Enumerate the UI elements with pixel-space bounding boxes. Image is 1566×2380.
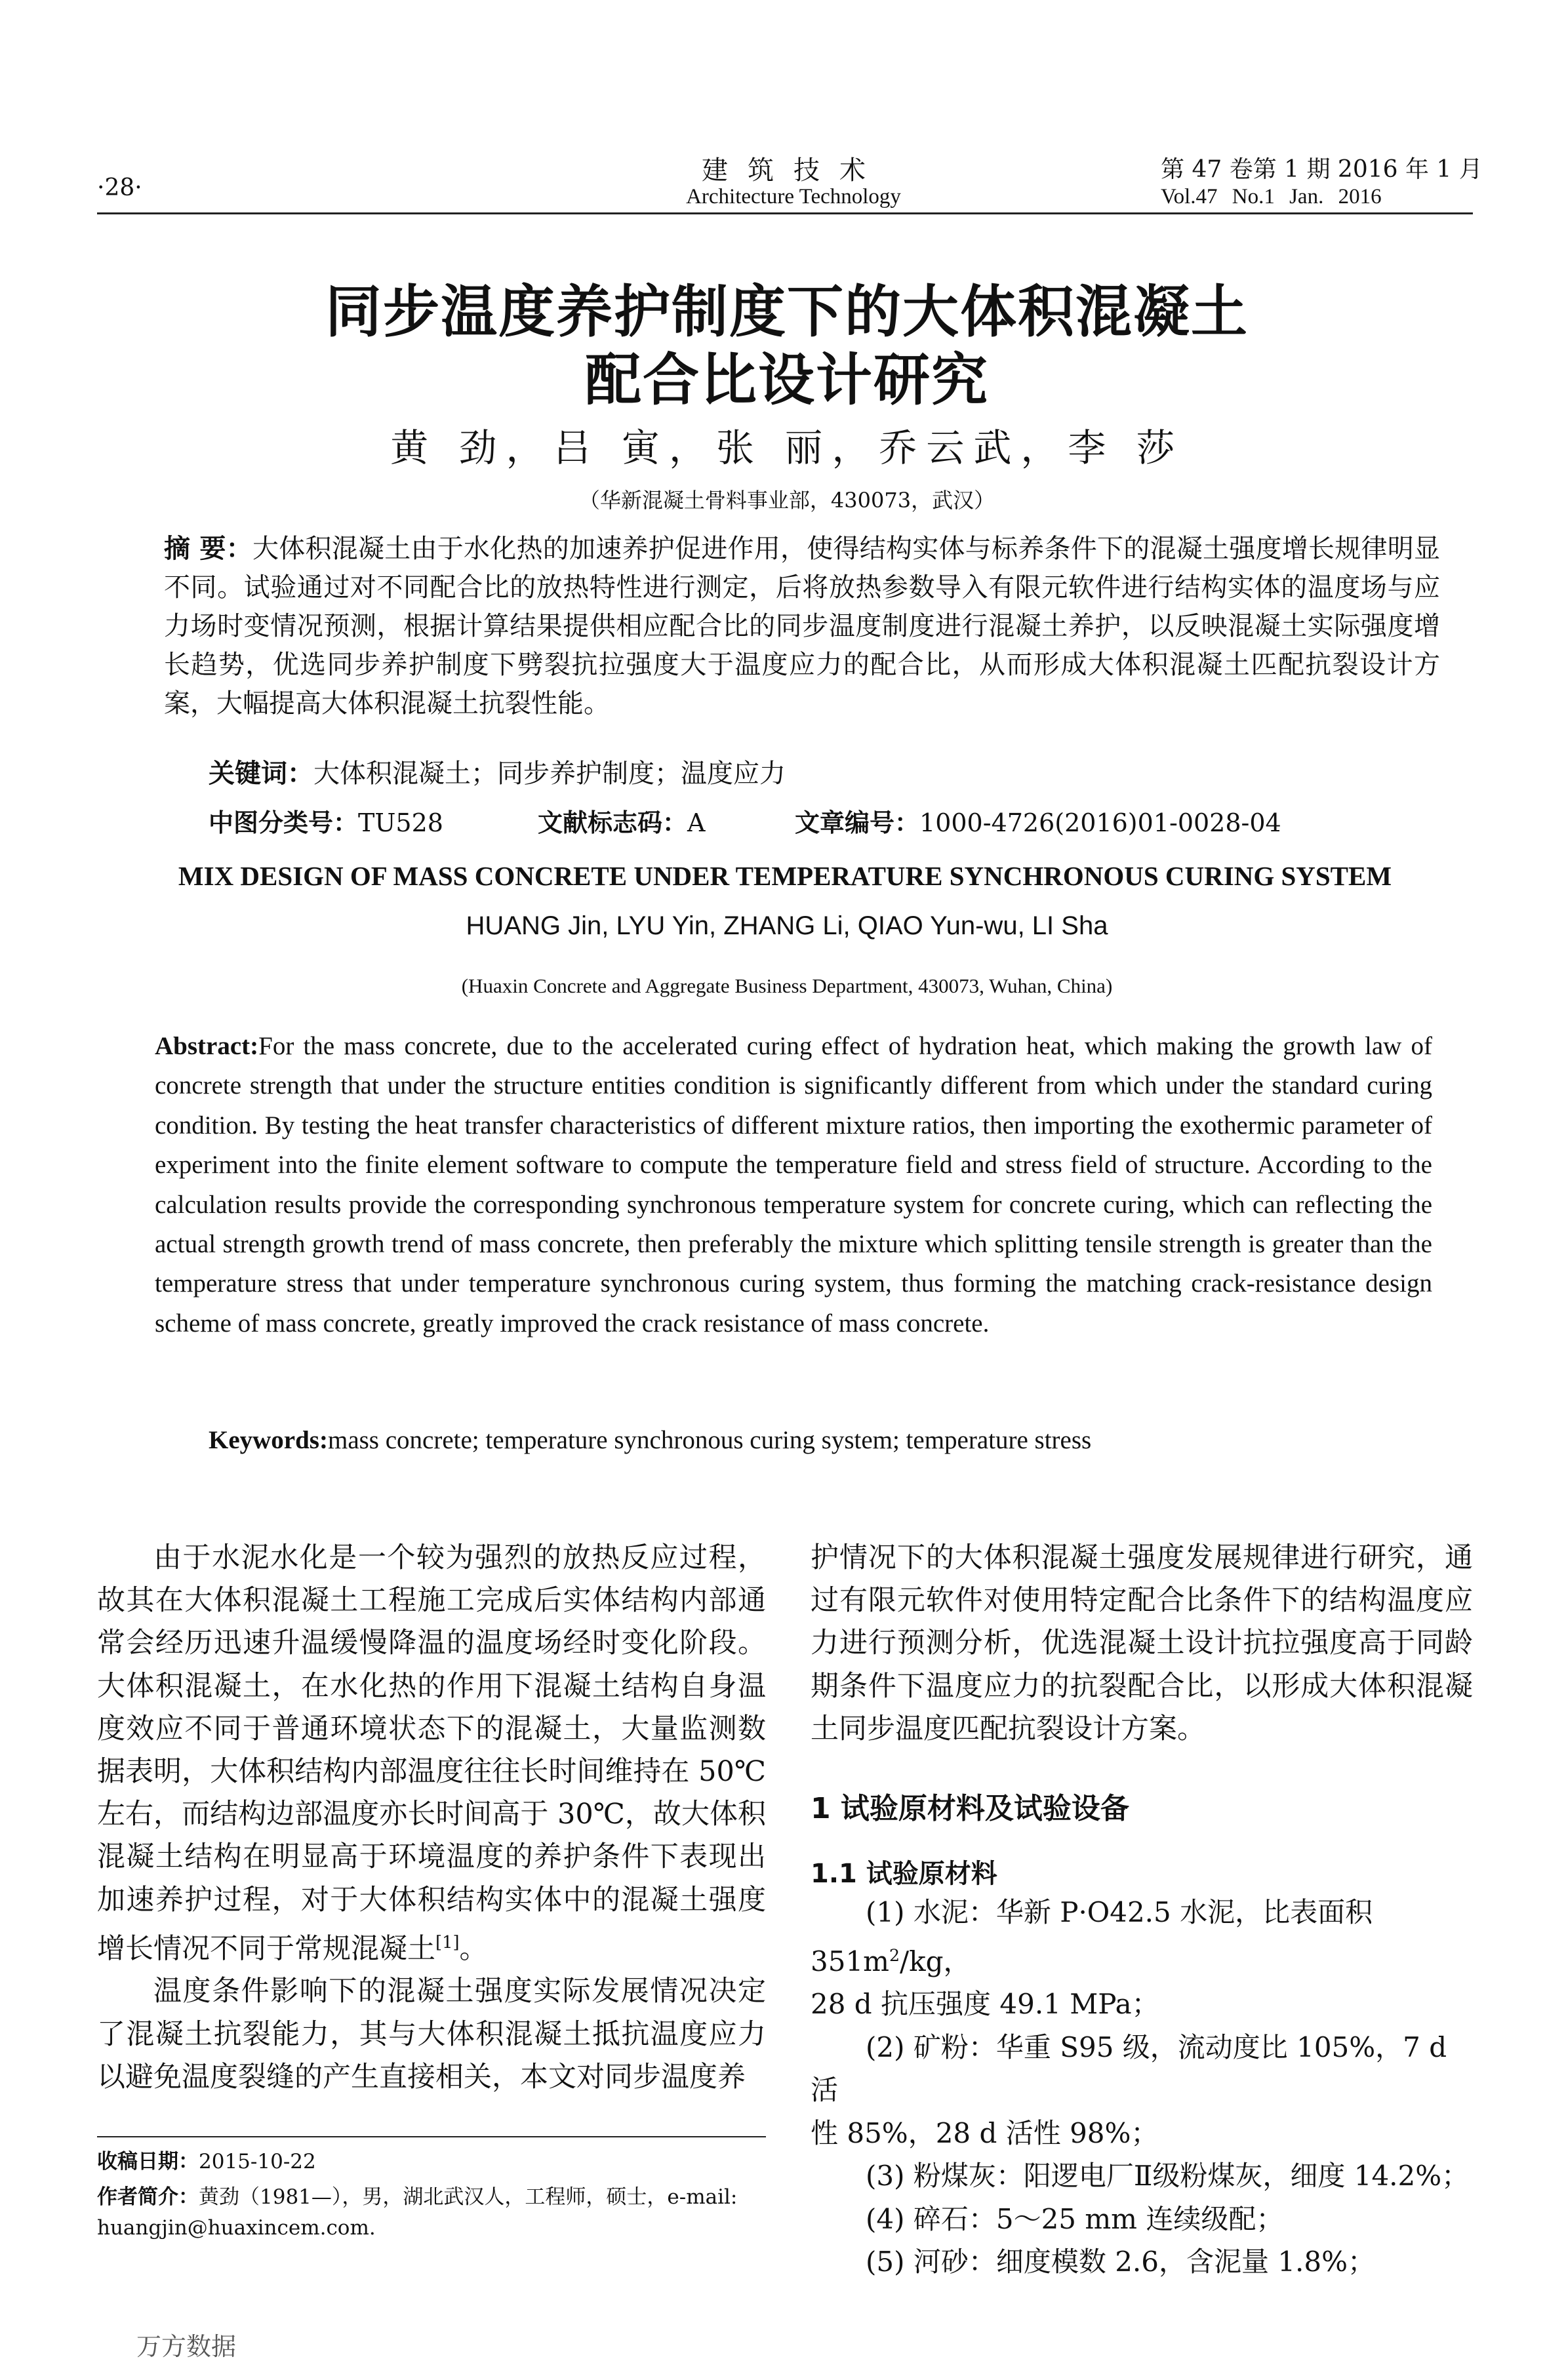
abstract-en-label: Abstract: [155, 1032, 259, 1060]
subsection-heading: 1.1 试验原材料 [811, 1859, 997, 1889]
material-item [811, 1891, 1473, 1983]
abstract-cn-text: 大体积混凝土由于水化热的加速养护促进作用，使得结构实体与标养条件下的混凝土强度增长规律明显不同。试验通过对不同配合比的放热特性进行测定，后将放热参数导入有限元软件进行结构实体的温度场与应力场时变情况预测，根据计算结果提供相应配合比的同步温度制度进行混凝土养护，以反映混凝土实际强度增长趋势，优选同步养护制度下劈裂抗拉强度大于温度应力的配合比，从而形成大体积混凝土匹配抗裂设计方案，大幅提高大体积混凝土抗裂性能。 [164, 534, 1440, 719]
abstract-cn [164, 530, 1440, 723]
article-number [795, 803, 1281, 839]
author-bio-text: 黄劲（1981—），男，湖北武汉人，工程师，硕士，e-mail: huangjin@huaxincem.com. [97, 2185, 738, 2240]
body-text: 由于水泥水化是一个较为强烈的放热反应过程，故其在大体积混凝土工程施工完成后实体结构内部通常会经历迅速升温缓慢降温的温度场经时变化阶段。大体积混凝土，在水化热的作用下混凝土结构自身温度效应不同于普通环境状态下的混凝土，大量监测数据表明，大体积结构内部温度往往长时间维持在 50℃左右，而结构边部温度亦长时间高于 30℃，故大体积混凝土结构在明显高于环境温度的养护条件下表现出加速养护过程，对于大体积结构实体中的混凝土强度增长情况不同于常规混凝土 [97, 1541, 766, 1966]
material-item: (3) 粉煤灰：阳逻电厂Ⅱ级粉煤灰，细度 14.2%； [866, 2160, 1470, 2192]
footnote-rule [97, 2136, 766, 2137]
received-label: 收稿日期： [97, 2150, 199, 2173]
clc-label: 中图分类号： [209, 808, 359, 837]
citation-ref: [1] [435, 1932, 460, 1953]
header-rule [97, 212, 1473, 214]
abstract-en-text: For the mass concrete, due to the accelerated curing effect of hydration heat, which making the growth law of concrete strength that under the structure entities condition is significantly different from which under the standard curing condition. By testing the heat transfer characteristics of different mixture ratios, then importing the exothermic parameter of experiment into the finite element software to compute the temperature field and stress field of structure. According to the calculation results provide the corresponding synchronous temperature system for concrete curing, which can reflecting the actual strength growth trend of mass concrete, then preferably the mixture which splitting tensile strength is greater than the temperature stress that under temperature synchronous curing system, thus forming the matching crack-resistance design scheme of mass concrete, greatly improved the crack resistance of mass concrete. [155, 1032, 1432, 1338]
abstract-en [155, 1027, 1432, 1343]
author-bio-label: 作者简介： [97, 2185, 199, 2209]
article-number-value: 1000-4726(2016)01-0028-04 [919, 808, 1281, 837]
keywords-en-text: mass concrete; temperature synchronous curing system; temperature stress [327, 1426, 1092, 1454]
body-text-end: 。 [459, 1932, 488, 1966]
material-text: (1) 水泥：华新 P·O42.5 水泥，比表面积 351m [811, 1896, 1373, 1977]
author-bio [97, 2182, 766, 2244]
journal-name-cn: 建筑技术 [702, 155, 885, 186]
section-heading: 1 试验原材料及试验设备 [811, 1792, 1129, 1825]
affiliation-cn: （华新混凝土骨料事业部，430073，武汉） [578, 488, 995, 513]
material-item: (4) 碎石：5～25 mm 连续级配； [866, 2202, 1284, 2235]
material-item: (2) 矿粉：华重 S95 级，流动度比 105%，7 d 活 [811, 2031, 1447, 2106]
keywords-en [209, 1425, 1091, 1455]
material-text: /kg， [900, 1945, 971, 1977]
body-paragraph: 温度条件影响下的混凝土强度实际发展情况决定了混凝土抗裂能力，其与大体积混凝土抵抗温度应力以避免温度裂缝的产生直接相关，本文对同步温度养 [97, 1975, 766, 2093]
clc-value: TU528 [358, 808, 443, 837]
doc-code-value: A [687, 808, 706, 837]
body-left-column [97, 1537, 766, 2099]
body-paragraph: 护情况下的大体积混凝土强度发展规律进行研究，通过有限元软件对使用特定配合比条件下的结构温度应力进行预测分析，优选混凝土设计抗拉强度高于同龄期条件下温度应力的抗裂配合比，以形成大体积混凝土同步温度匹配抗裂设计方案。 [811, 1541, 1473, 1745]
keywords-en-label: Keywords: [209, 1426, 328, 1454]
clc-number [209, 803, 443, 839]
issue-info-cn: 第 47 卷第 1 期 2016 年 1 月 [1161, 156, 1483, 183]
body-paragraph [97, 1537, 766, 1970]
keywords-cn-label: 关键词： [209, 759, 313, 789]
material-item: (5) 河砂：细度模数 2.6，含泥量 1.8%； [866, 2246, 1376, 2278]
issue-info-en: Vol.47 No.1 Jan. 2016 [1161, 185, 1382, 208]
received-date [97, 2147, 766, 2177]
watermark-text: 万方数据 [136, 2332, 237, 2361]
abstract-cn-label: 摘 要： [164, 534, 252, 564]
materials-list [811, 1891, 1473, 2284]
doc-code-label: 文献标志码： [538, 808, 688, 837]
authors-en: HUANG Jin, LYU Yin, ZHANG Li, QIAO Yun-wu, LI Sha [466, 911, 1108, 940]
received-value: 2015-10-22 [199, 2150, 316, 2173]
article-number-label: 文章编号： [795, 808, 920, 837]
material-item-cont: 28 d 抗压强度 49.1 MPa； [811, 1988, 1159, 2020]
authors-cn: 黄 劲，吕 寅，张 丽，乔云武，李 莎 [390, 426, 1184, 470]
document-code [538, 803, 705, 839]
keywords-cn-text: 大体积混凝土；同步养护制度；温度应力 [313, 759, 786, 789]
affiliation-en: (Huaxin Concrete and Aggregate Business Department, 430073, Wuhan, China) [461, 974, 1113, 997]
keywords-cn [209, 753, 786, 790]
material-item-cont: 性 85%，28 d 活性 98%； [811, 2116, 1159, 2149]
page-number: ·28· [97, 174, 142, 201]
paper-title-cn-line1: 同步温度养护制度下的大体积混凝土 [325, 279, 1249, 345]
body-right-column [811, 1537, 1473, 1751]
superscript: 2 [889, 1945, 900, 1965]
paper-title-cn-line2: 配合比设计研究 [585, 347, 989, 413]
journal-name-en: Architecture Technology [686, 185, 901, 208]
paper-title-en: MIX DESIGN OF MASS CONCRETE UNDER TEMPERATURE SYNCHRONOUS CURING SYSTEM [178, 861, 1392, 891]
